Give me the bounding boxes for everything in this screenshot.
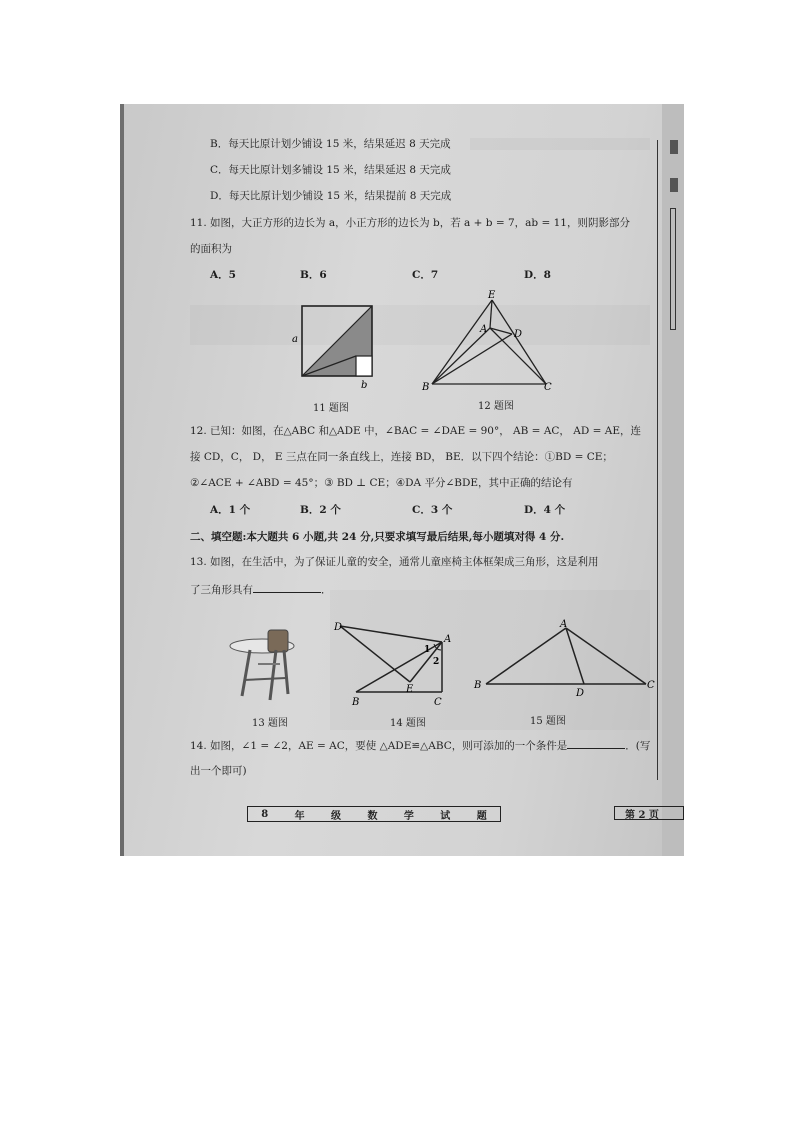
segment-ba — [432, 328, 490, 384]
figure-13-high-chair — [228, 624, 298, 708]
footer-cell: 年 — [294, 810, 305, 822]
chair-leg — [270, 650, 276, 700]
label-b: b — [361, 380, 368, 391]
edge-mark — [670, 140, 678, 154]
figure-14 — [332, 616, 456, 710]
figure-11-caption: 11 题图 — [313, 403, 349, 414]
q11-option-d: D．8 — [524, 269, 551, 281]
figure-15 — [472, 616, 660, 702]
label-b: B — [422, 382, 430, 392]
q12-option-a: A．1 个 — [210, 504, 251, 516]
segment-ad — [566, 628, 584, 684]
footer-cell: 试 — [440, 810, 451, 822]
figure-11 — [290, 300, 380, 392]
q11-stem-line2: 的面积为 — [190, 243, 232, 255]
q12-stem-line3: ②∠ACE + ∠ABD = 45°；③ BD ⊥ CE；④DA 平分∠BDE，其中正确的结论有 — [190, 477, 573, 489]
page-number-box — [614, 806, 684, 820]
label-angle-2: 2 — [433, 657, 440, 667]
label-c: C — [647, 680, 655, 691]
chair-leg — [242, 650, 250, 696]
chair-leg — [284, 650, 288, 694]
q14-stem-line2: 出一个即可) — [190, 765, 247, 777]
label-d: D — [514, 329, 523, 340]
label-c: C — [544, 382, 552, 392]
edge-mark — [670, 178, 678, 192]
q10-option-d: D．每天比原计划少铺设 15 米，结果提前 8 天完成 — [210, 190, 452, 202]
segment-bd — [432, 334, 512, 384]
page-number: 第 2 页 — [625, 809, 659, 821]
label-a: a — [292, 334, 298, 345]
bleed-through — [470, 138, 650, 150]
segment-de — [340, 626, 410, 682]
q12-option-c: C．3 个 — [412, 504, 453, 516]
footer-cell: 学 — [403, 810, 414, 822]
q14-stem-prefix: 14. 如图，∠1 = ∠2，AE = AC，要使 △ADE≌△ABC，则可添加的一个条件是 — [190, 740, 568, 752]
q10-option-c: C．每天比原计划多铺设 15 米，结果延迟 8 天完成 — [210, 164, 451, 176]
figure-13-caption: 13 题图 — [252, 718, 288, 729]
label-d: D — [334, 622, 343, 633]
figure-12 — [420, 288, 560, 392]
q13-answer-blank — [253, 582, 321, 593]
segment-ae — [490, 300, 492, 328]
label-e: E — [406, 684, 414, 695]
footer-title-box — [247, 806, 501, 822]
footer-cell: 级 — [331, 810, 342, 822]
label-a: A — [444, 634, 452, 645]
segment-ab — [486, 628, 566, 684]
figure-12-caption: 12 题图 — [478, 401, 514, 412]
q14-stem-suffix: ．(写 — [625, 740, 651, 752]
figure-15-caption: 15 题图 — [530, 716, 566, 727]
q12-stem-line1: 12. 已知：如图，在△ABC 和△ADE 中，∠BAC = ∠DAE = 90°， AB = AC， AD = AE，连 — [190, 425, 641, 437]
label-e: E — [488, 290, 496, 301]
segment-ac — [566, 628, 646, 684]
q13-stem-prefix: 了三角形具有 — [190, 584, 253, 596]
small-square — [356, 356, 372, 376]
q12-option-d: D．4 个 — [524, 504, 566, 516]
q14-stem-line1 — [190, 738, 650, 753]
q11-option-b: B．6 — [300, 269, 327, 281]
q12-stem-line2: 接 CD，C， D， E 三点在同一条直线上，连接 BD， BE．以下四个结论：①BD = CE； — [190, 451, 613, 463]
q10-option-b: B．每天比原计划少铺设 15 米，结果延迟 8 天完成 — [210, 138, 451, 150]
label-angle-1: 1 — [424, 645, 431, 655]
edge-box — [670, 208, 676, 330]
q14-answer-blank — [567, 738, 625, 749]
label-d: D — [576, 688, 585, 699]
footer-cell: 题 — [476, 810, 487, 822]
q11-stem-line1: 11. 如图，大正方形的边长为 a，小正方形的边长为 b，若 a + b = 7，ab = 11，则阴影部分 — [190, 217, 630, 229]
footer-cell: 8 — [261, 808, 269, 820]
segment-da — [340, 626, 442, 642]
q11-option-a: A．5 — [210, 269, 236, 281]
label-c: C — [434, 697, 442, 708]
label-b: B — [352, 697, 360, 708]
chair-footrest — [244, 678, 286, 680]
q13-stem-line1: 13. 如图，在生活中，为了保证儿童的安全，通常儿童座椅主体框架成三角形，这是利用 — [190, 556, 599, 568]
q13-stem-line2 — [190, 582, 332, 597]
q12-option-b: B．2 个 — [300, 504, 341, 516]
figure-14-caption: 14 题图 — [390, 718, 426, 729]
q11-option-c: C．7 — [412, 269, 439, 281]
label-b: B — [474, 680, 482, 691]
label-a: A — [480, 324, 488, 335]
label-a: A — [560, 619, 568, 630]
segment-be — [432, 300, 492, 384]
section-2-heading: 二、填空题:本大题共 6 小题,共 24 分,只要求填写最后结果,每小题填对得 4 分. — [190, 531, 565, 543]
footer-cell: 数 — [367, 810, 378, 822]
chair-back — [268, 630, 288, 652]
q13-stem-suffix: ． — [321, 584, 332, 596]
